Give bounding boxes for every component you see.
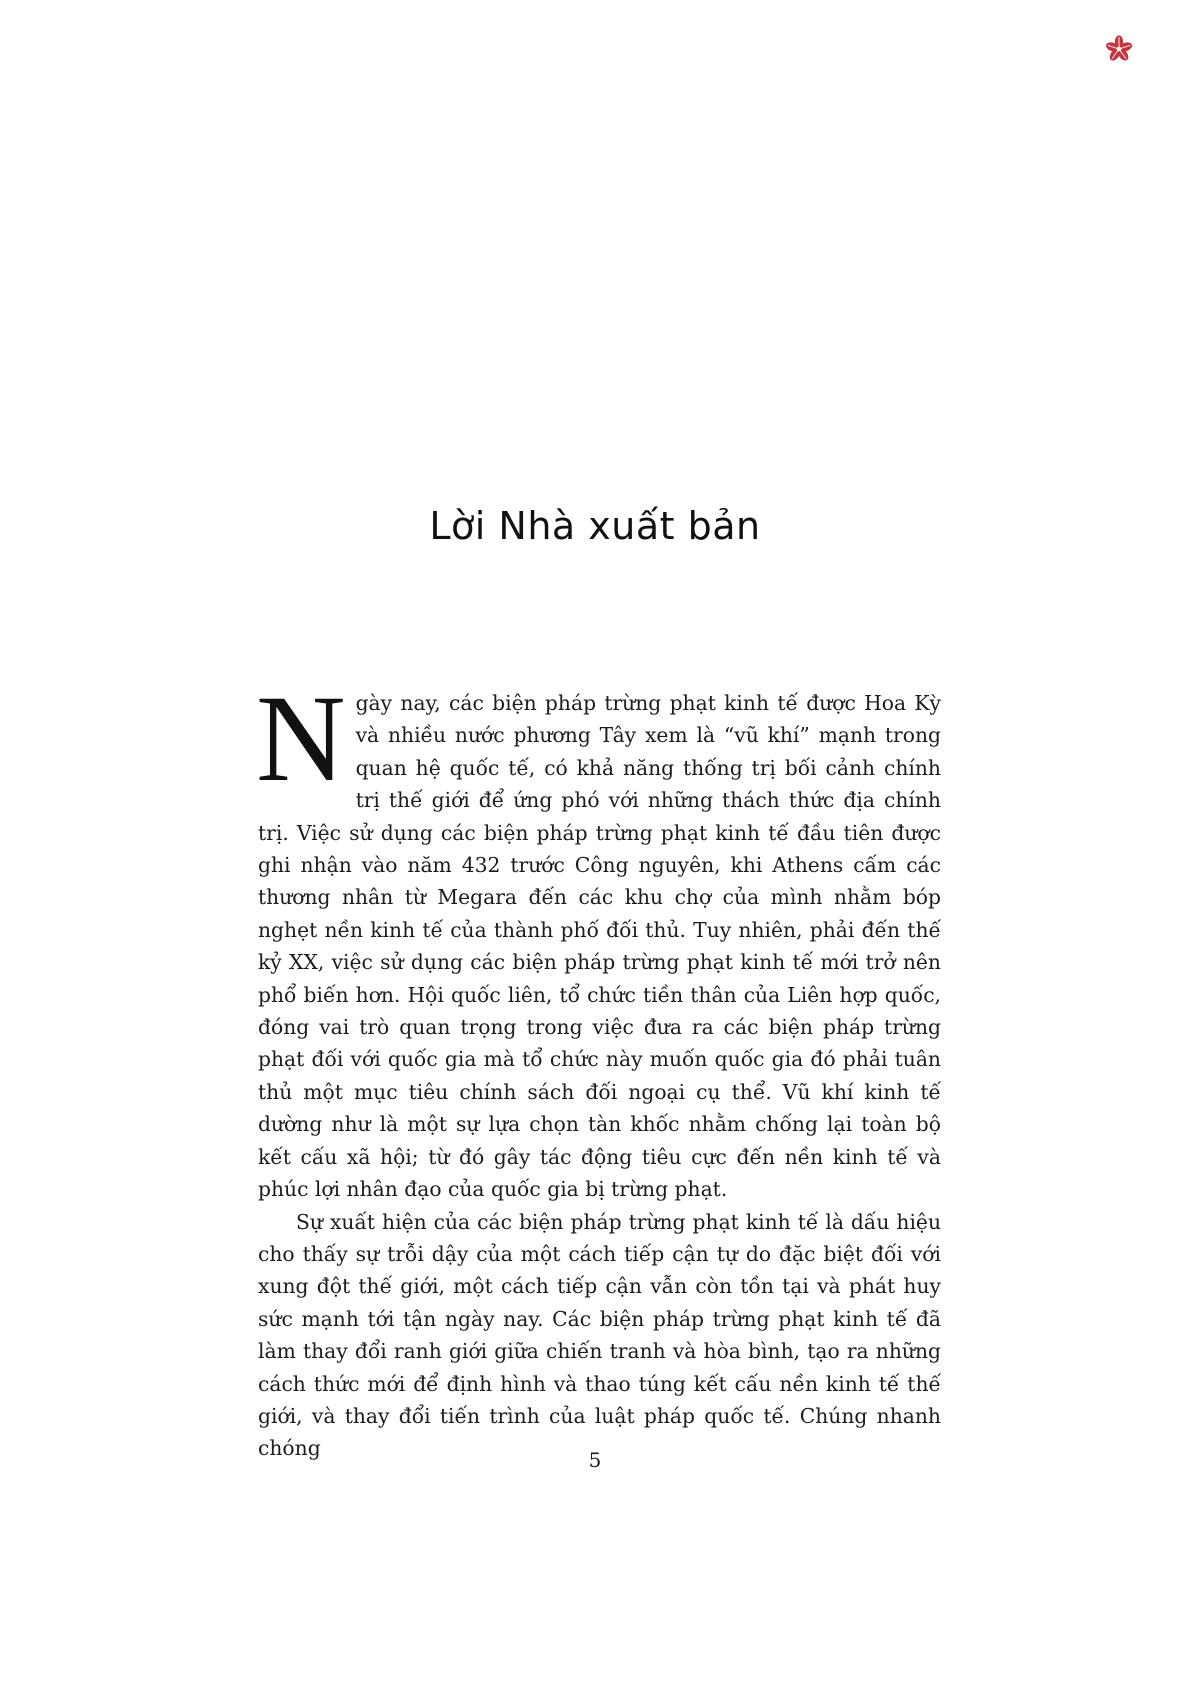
paragraph-1-text: gày nay, các biện pháp trừng phạt kinh tế được Hoa Kỳ và nhiều nước phương Tây xem là “vũ khí” mạnh trong quan hệ quốc tế, có khả năng thống trị bối cảnh chính trị thế giới để ứng phó với những thách thức địa chính trị. Việc sử dụng các biện pháp trừng phạt kinh tế đầu tiên được ghi nhận vào năm 432 trước Công nguyên, khi Athens cấm các thương nhân từ Megara đến các khu chợ của mình nhằm bóp nghẹt nền kinh tế của thành phố đối thủ. Tuy nhiên, phải đến thế kỷ XX, việc sử dụng các biện pháp trừng phạt kinh tế mới trở nên phổ biến hơn. Hội quốc liên, tổ chức tiền thân của Liên hợp quốc, đóng vai trò quan trọng trong việc đưa ra các biện pháp trừng phạt đối với quốc gia mà tổ chức này muốn quốc gia đó phải tuân thủ một mục tiêu chính sách đối ngoại cụ thể. Vũ khí kinh tế dường như là một sự lựa chọn tàn khốc nhằm chống lại toàn bộ kết cấu xã hội; từ đó gây tác động tiêu cực đến nền kinh tế và phúc lợi nhân đạo của quốc gia bị trừng phạt. <box>258 691 941 1202</box>
page-number: 5 <box>588 1448 602 1472</box>
flower-ornament-icon <box>1104 34 1134 64</box>
paragraph-2: Sự xuất hiện của các biện pháp trừng phạt kinh tế là dấu hiệu cho thấy sự trỗi dậy của một cách tiếp cận tự do đặc biệt đối với xung đột thế giới, một cách tiếp cận vẫn còn tồn tại và phát huy sức mạnh tới tận ngày nay. Các biện pháp trừng phạt kinh tế đã làm thay đổi ranh giới giữa chiến tranh và hòa bình, tạo ra những cách thức mới để định hình và thao túng kết cấu nền kinh tế thế giới, và thay đổi tiến trình của luật pháp quốc tế. Chúng nhanh chóng <box>258 1209 941 1461</box>
body-text <box>256 670 941 1465</box>
page-title: Lời Nhà xuất bản <box>429 504 761 548</box>
drop-cap-letter: N <box>256 670 346 807</box>
paragraph-1 <box>256 670 941 1206</box>
